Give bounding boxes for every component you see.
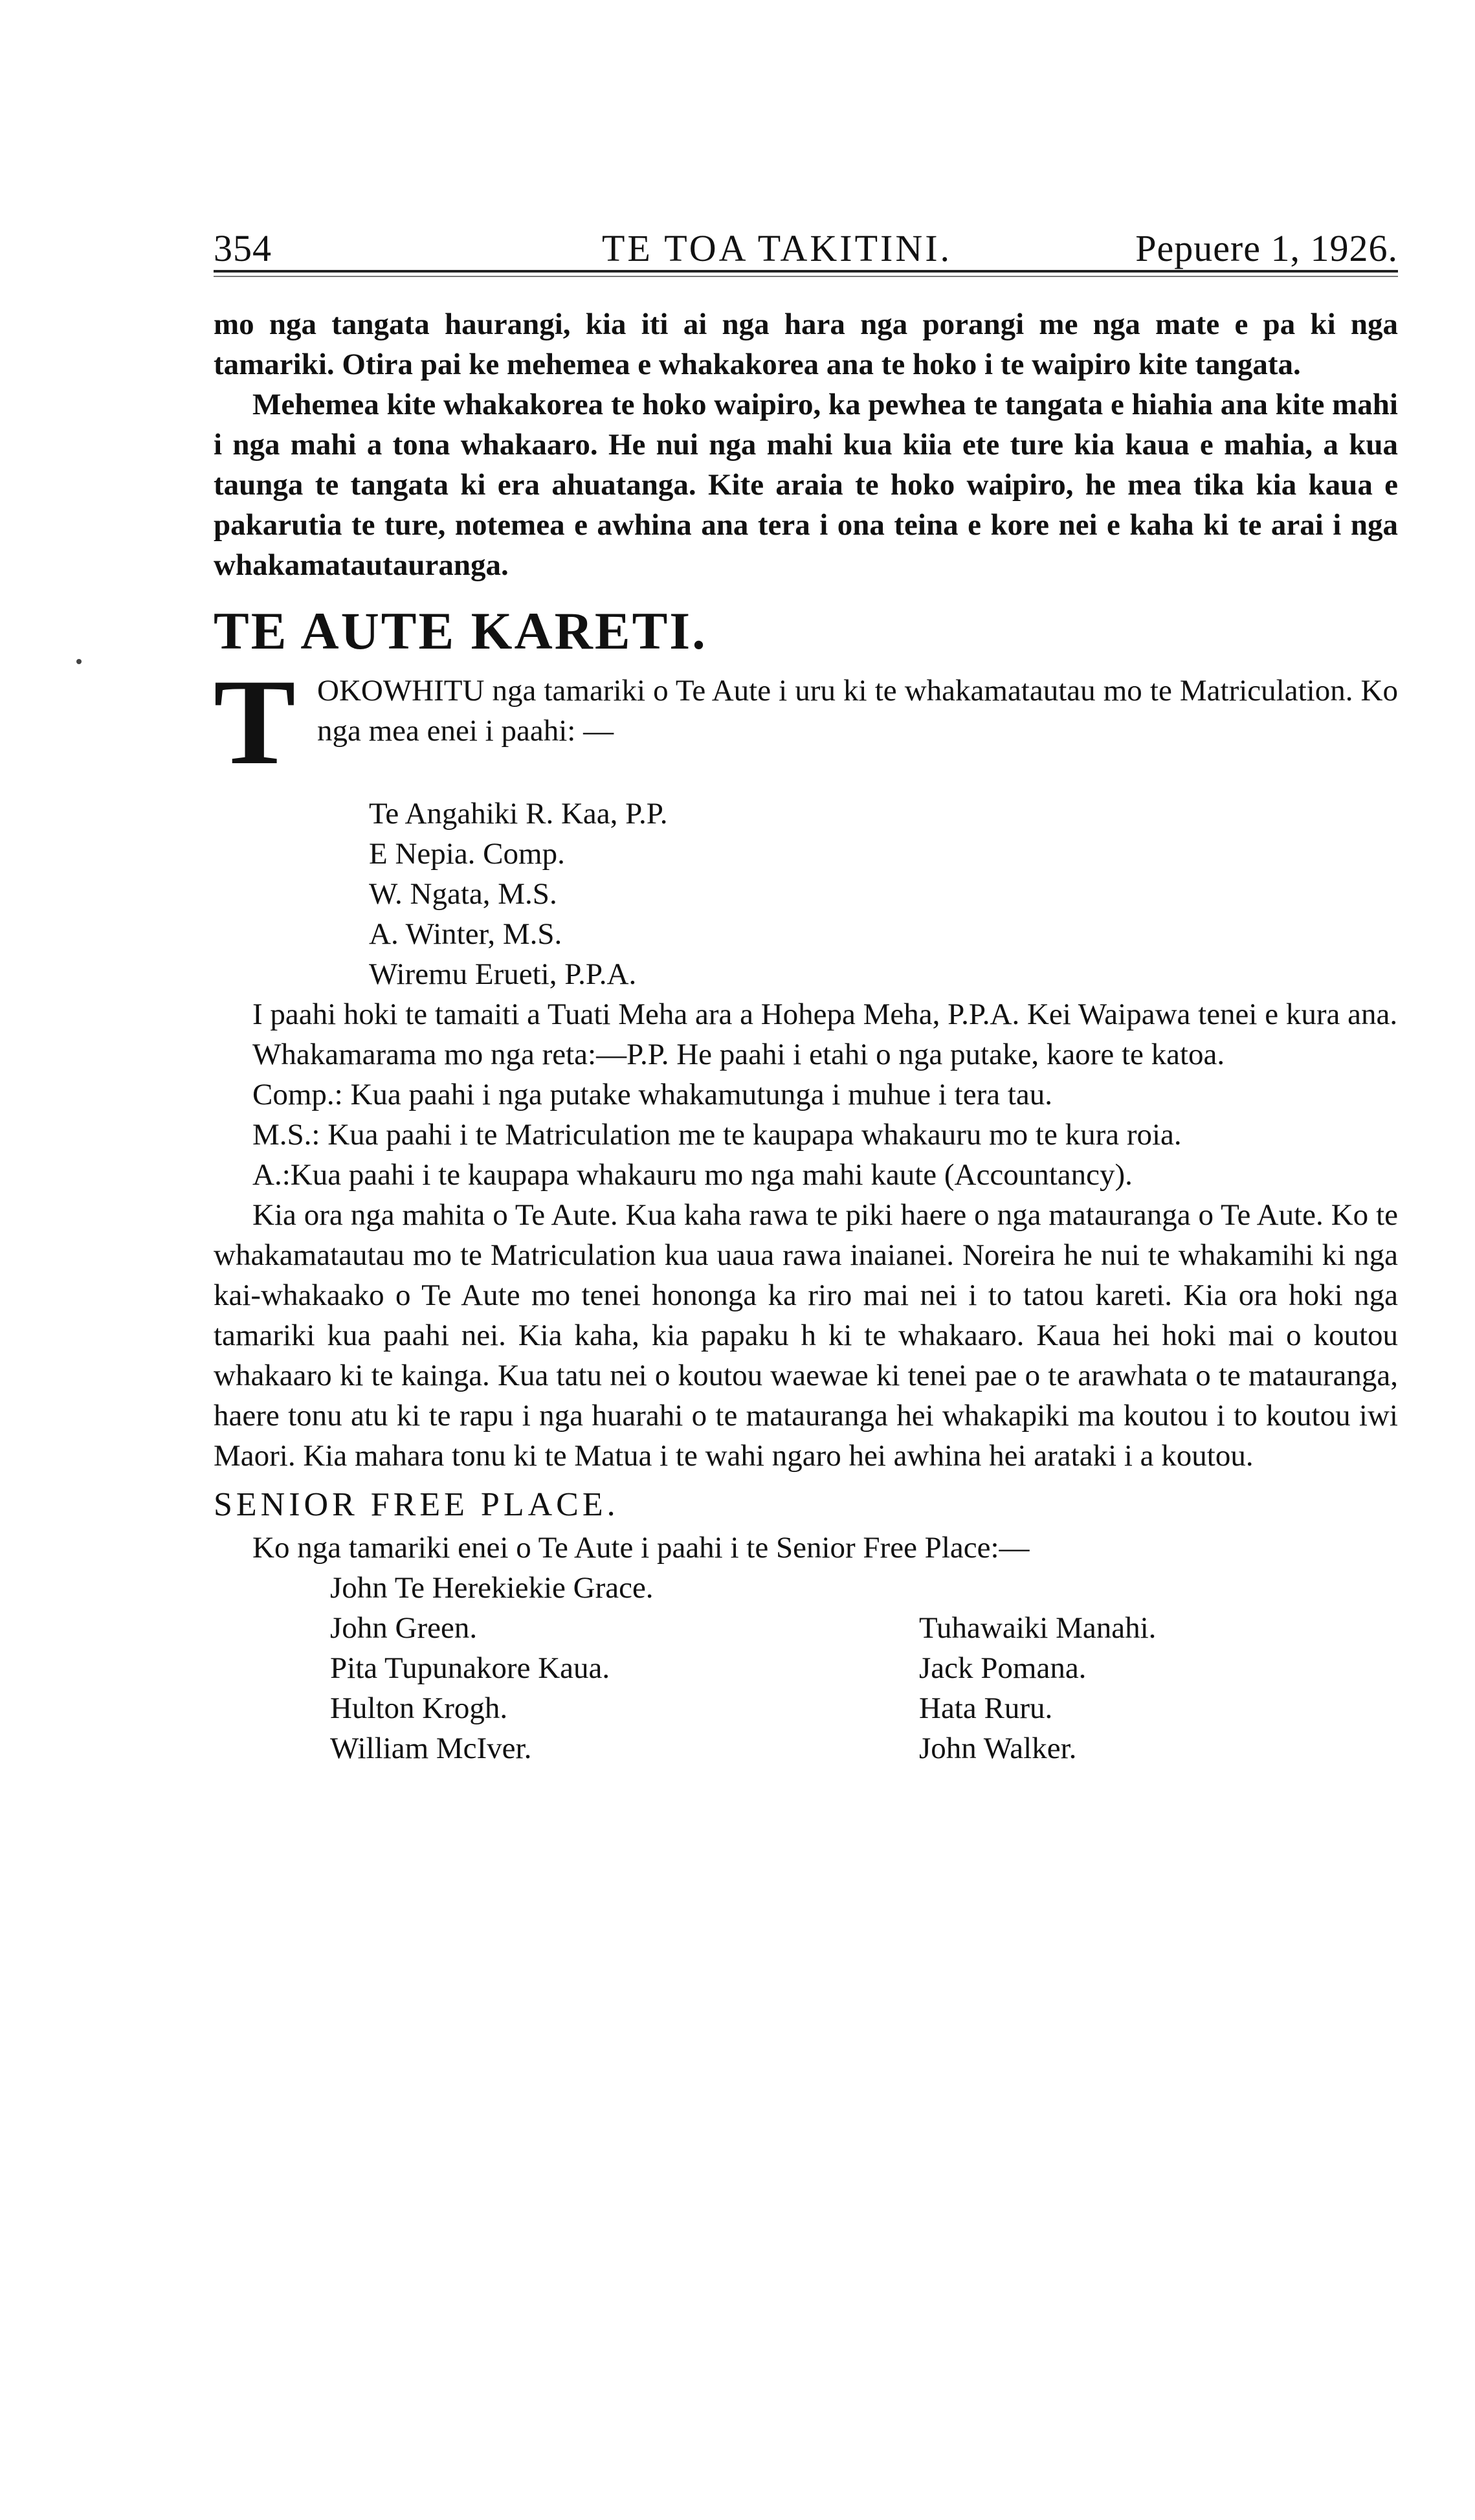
list-item: Te Angahiki R. Kaa, P.P. <box>369 797 668 831</box>
list-item: Wiremu Erueti, P.P.A. <box>369 957 637 991</box>
running-header <box>214 214 1398 272</box>
list-item: Jack Pomana. <box>919 1651 1087 1685</box>
intro-paragraph: mo nga tangata haurangi, kia iti ai nga hara nga porangi me nga mate e pa ki nga tamariki. Otira pai ke mehemea e whakakorea ana te hoko i te waipiro kite tangata. <box>214 307 1398 381</box>
list-item: Hulton Krogh. <box>330 1691 508 1725</box>
header-rule-thin <box>214 276 1398 277</box>
intro-paragraph: Mehemea kite whakakorea te hoko waipiro, ka pewhea te tangata e hiahia ana kite mahi i nga mahi a tona whakaaro. He nui nga mahi kua kiia ete ture kia kaua e mahia, a kua taunga te tangata ki era ahuatanga. Kite araia te hoko waipiro, he mea tika kia kaua e pakarutia te ture, notemea e awhina ana tera i ona teina e kore nei e kaha ki te arai i nga whakamatautauranga. <box>214 388 1398 582</box>
matriculation-list <box>214 794 1398 994</box>
body-paragraph: Comp.: Kua paahi i nga putake whakamutunga i muhue i tera tau. <box>252 1078 1053 1111</box>
senior-intro: Ko nga tamariki enei o Te Aute i paahi i te Senior Free Place:— <box>252 1531 1030 1565</box>
list-item: John Te Herekiekie Grace. <box>330 1571 654 1605</box>
section-heading: TE AUTE KARETI. <box>214 601 707 660</box>
body-paragraph: A.:Kua paahi i te kaupapa whakauru mo nga mahi kaute (Accountancy). <box>252 1158 1133 1192</box>
body-paragraph: Whakamarama mo nga reta:—P.P. He paahi i etahi o nga putake, kaore te katoa. <box>252 1038 1225 1071</box>
body-paragraph: Kia ora nga mahita o Te Aute. Kua kaha rawa te piki haere o nga matauranga o Te Aute. Ko te whakamatautau mo te Matriculation kua uaua rawa inaianei. Noreira he nui te whakamihi ki nga kai-whakaako o Te Aute mo tenei hononga ka riro mai nei i to tatou kareti. Kia ora hoki nga tamariki kua paahi nei. Kia kaha, kia papaku h ki te whakaaro. Kaua hei hoki mai o koutou whakaaro ki te kainga. Kua tatu nei o koutou waewae ki tenei pae o te arawhata o te matauranga, haere tonu atu ki te rapu i nga huarahi o te matauranga hei whakapiki ma koutou i to koutou iwi Maori. Kia mahara tonu ki te Matua i te wahi ngaro hei awhina hei arataki i a koutou. <box>214 1198 1398 1473</box>
opening-text: OKOWHITU nga tamariki o Te Aute i uru ki te whakamatautau mo te Matriculation. Ko nga mea enei i paahi: — <box>317 674 1398 748</box>
body-paragraph: I paahi hoki te tamaiti a Tuati Meha ara a Hohepa Meha, P.P.A. Kei Waipawa tenei e kura ana. <box>252 998 1398 1031</box>
margin-dot <box>76 659 82 664</box>
list-item: A. Winter, M.S. <box>369 917 562 951</box>
senior-list-right <box>919 1608 1156 1768</box>
article-body <box>214 304 1398 1853</box>
list-item: Pita Tupunakore Kaua. <box>330 1651 610 1685</box>
header-rule <box>214 270 1398 273</box>
senior-list-left <box>330 1568 654 1768</box>
list-item: Hata Ruru. <box>919 1691 1053 1725</box>
drop-cap: T <box>214 654 296 790</box>
publication-title: TE TOA TAKITINI. <box>602 227 953 269</box>
list-item: W. Ngata, M.S. <box>369 877 557 911</box>
page-number: 354 <box>214 227 272 269</box>
list-item: Tuhawaiki Manahi. <box>919 1611 1157 1645</box>
list-item: John Green. <box>330 1611 478 1645</box>
senior-heading: SENIOR FREE PLACE. <box>214 1486 619 1523</box>
issue-date: Pepuere 1, 1926. <box>1135 227 1398 269</box>
list-item: John Walker. <box>919 1732 1077 1765</box>
opening-paragraph <box>214 654 1398 794</box>
list-item: E Nepia. Comp. <box>369 837 565 871</box>
body-paragraph: M.S.: Kua paahi i te Matriculation me te kaupapa whakauru mo te kura roia. <box>252 1118 1182 1152</box>
list-item: William McIver. <box>330 1732 532 1765</box>
senior-list <box>214 1568 1398 1853</box>
